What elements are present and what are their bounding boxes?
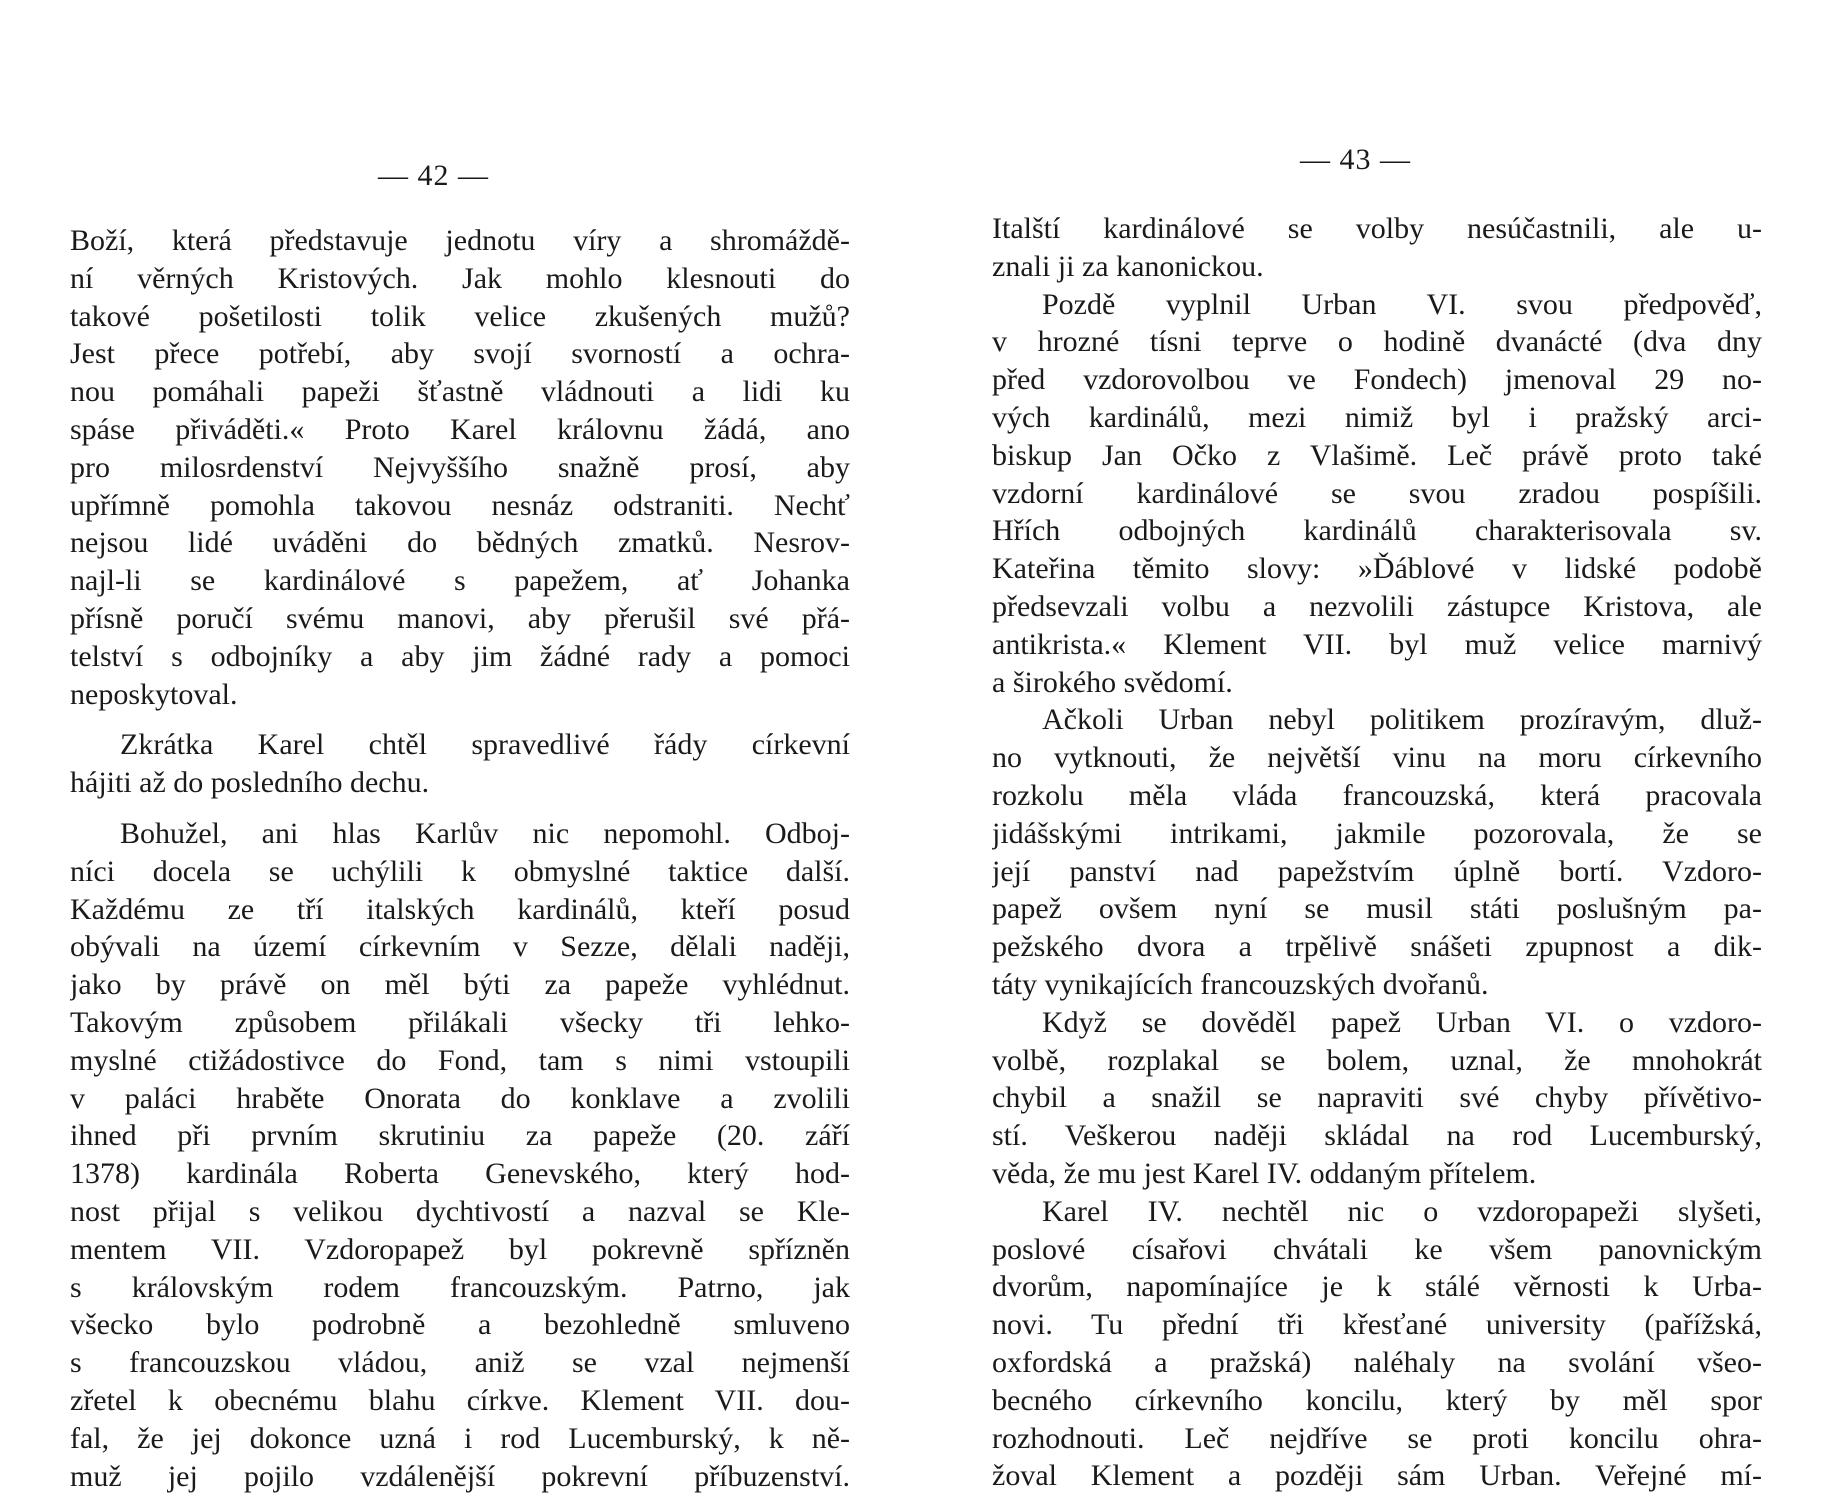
text-line: věda, že mu jest Karel IV. oddaným přítelem. [992, 1156, 1537, 1190]
text-line: ní věrných Kristových. Jak mohlo klesnouti do [70, 261, 850, 295]
text-line: nost přijal s velikou dychtivostí a nazval se Kle- [70, 1194, 850, 1228]
text-line: najl-li se kardinálové s papežem, ať Johanka [70, 564, 850, 598]
paragraph-gap [70, 802, 850, 815]
text-line: Bohužel, ani hlas Karlův nic nepomohl. Odboj- [120, 816, 850, 850]
text-line: Jest přece potřebí, aby svojí svorností a ochra- [70, 337, 850, 371]
text-line: vých kardinálů, mezi nimiž byl i pražský arci- [992, 400, 1762, 434]
text-line: rozkolu měla vláda francouzská, která pracovala [992, 778, 1762, 812]
text-line: fal, že jej dokonce uzná i rod Lucemburský, k ně- [70, 1421, 850, 1455]
text-line: vzdorní kardinálové se svou zradou pospíšili. [992, 476, 1762, 510]
text-line: telství s odbojníky a aby jim žádné rady a pomoci [70, 639, 850, 673]
text-line: její panství nad papežstvím úplně bortí. Vzdoro- [992, 854, 1762, 888]
text-line: předsevzali volbu a nezvolili zástupce Kristova, ale [992, 589, 1762, 623]
text-line: nejsou lidé uváděni do bědných zmatků. Nesrov- [70, 526, 850, 560]
text-line: novi. Tu přední tři křesťané university (pařížská, [992, 1308, 1762, 1342]
text-line: biskup Jan Očko z Vlašimě. Leč právě proto také [992, 438, 1762, 472]
text-line: pežského dvora a trpělivě snášeti zpupnost a dik- [992, 930, 1762, 964]
text-line: ihned při prvním skrutiniu za papeže (20. září [70, 1119, 850, 1153]
text-line: Karel IV. nechtěl nic o vzdoropapeži slyšeti, [1042, 1194, 1762, 1228]
text-line: s francouzskou vládou, aniž se vzal nejmenší [70, 1346, 850, 1380]
paragraph-gap [70, 713, 850, 726]
text-line: Italští kardinálové se volby nesúčastnili, ale u- [992, 212, 1762, 245]
text-line: pro milosrdenství Nejvyššího snažně prosí, aby [70, 450, 850, 484]
text-line: rozhodnouti. Leč nejdříve se proti koncilu ohra- [992, 1421, 1762, 1455]
text-line: Takovým způsobem přilákali všecky tři lehko- [70, 1005, 850, 1039]
text-line: hájiti až do posledního dechu. [70, 766, 430, 800]
text-line: Zkrátka Karel chtěl spravedlivé řády církevní [120, 728, 850, 762]
text-line: stí. Veškerou naději skládal na rod Lucemburský, [992, 1119, 1762, 1153]
text-line: poslové císařovi chvátali ke všem panovnickým [992, 1232, 1762, 1266]
right-page-text [992, 210, 1762, 1495]
text-line: žoval Klement a později sám Urban. Veřejné mí- [992, 1459, 1762, 1493]
text-line: a širokého svědomí. [992, 665, 1233, 699]
text-line: Každému ze tří italských kardinálů, kteří posud [70, 892, 850, 926]
text-line: antikrista.« Klement VII. byl muž velice marnivý [992, 627, 1762, 661]
text-line: becného církevního koncilu, který by měl spor [992, 1383, 1762, 1417]
text-line: mentem VII. Vzdoropapež byl pokrevně spřízněn [70, 1232, 850, 1266]
text-line: v hrozné tísni teprve o hodině dvanácté (dva dny [992, 325, 1762, 359]
text-line: s královským rodem francouzským. Patrno, jak [70, 1270, 850, 1304]
text-line: Boží, která představuje jednotu víry a shromáždě- [70, 224, 850, 257]
text-line: chybil a snažil se napraviti své chyby přívětivo- [992, 1081, 1762, 1115]
text-line: neposkytoval. [70, 677, 238, 711]
left-page-text [70, 222, 850, 1495]
text-line: papež ovšem nyní se musil státi poslušným pa- [992, 892, 1762, 926]
text-line: znali ji za kanonickou. [992, 249, 1264, 283]
text-line: 1378) kardinála Roberta Genevského, který hod- [70, 1157, 850, 1191]
text-line: muž jej pojilo vzdálenější pokrevní příbuzenství. [70, 1459, 850, 1493]
page-number-left: — 42 — [378, 159, 489, 192]
text-line: Pozdě vyplnil Urban VI. svou předpověď, [1042, 287, 1762, 321]
text-line: oxfordská a pražská) naléhaly na svolání všeo- [992, 1345, 1762, 1379]
text-line: spáse přiváděti.« Proto Karel královnu žádá, ano [70, 412, 850, 446]
text-line: níci docela se uchýlili k obmyslné taktice další. [70, 854, 850, 888]
text-line: před vzdorovolbou ve Fondech) jmenoval 29 no- [992, 363, 1762, 397]
text-line: Ačkoli Urban nebyl politikem prozíravým, dluž- [1042, 703, 1762, 737]
text-line: volbě, rozplakal se bolem, uznal, že mnohokrát [992, 1043, 1762, 1077]
text-line: myslné ctižádostivce do Fond, tam s nimi vstoupili [70, 1043, 850, 1077]
text-line: upřímně pomohla takovou nesnáz odstraniti. Nechť [70, 488, 850, 522]
text-line: takové pošetilosti tolik velice zkušených mužů? [70, 299, 850, 333]
text-line: dvorům, napomínajíce je k stálé věrnosti k Urba- [992, 1270, 1762, 1304]
text-line: obývali na území církevním v Sezze, dělali naději, [70, 930, 850, 964]
text-line: přísně poručí svému manovi, aby přerušil své přá- [70, 601, 850, 635]
text-line: jidášskými intrikami, jakmile pozorovala, že se [992, 816, 1762, 850]
text-line: nou pomáhali papeži šťastně vládnouti a lidi ku [70, 375, 850, 409]
text-line: Hřích odbojných kardinálů charakterisovala sv. [992, 514, 1762, 548]
text-line: Kateřina těmito slovy: »Ďáblové v lidské podobě [992, 552, 1762, 586]
page-number-right: — 43 — [1300, 143, 1411, 176]
text-line: no vytknouti, že největší vinu na moru církevního [992, 741, 1762, 775]
text-line: v paláci hraběte Onorata do konklave a zvolili [70, 1081, 850, 1115]
text-line: zřetel k obecnému blahu církve. Klement VII. dou- [70, 1383, 850, 1417]
text-line: táty vynikajících francouzských dvořanů. [992, 967, 1489, 1001]
text-line: Když se dověděl papež Urban VI. o vzdoro- [1042, 1005, 1762, 1039]
text-line: jako by právě on měl býti za papeže vyhlédnut. [70, 968, 850, 1002]
text-line: všecko bylo podrobně a bezohledně smluveno [70, 1308, 850, 1342]
